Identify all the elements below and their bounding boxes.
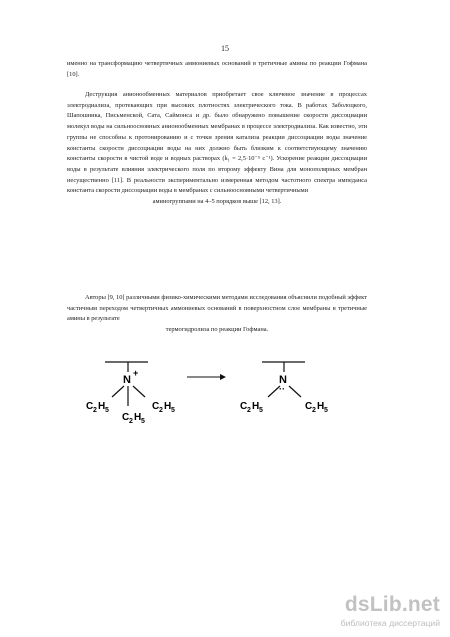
paragraph-1-text: именно на трансформацию четвертичных аммониевых оснований в третичные амины по реакции Гофмана [10].	[67, 60, 367, 78]
reactant-ethyl-left	[86, 401, 109, 414]
reactant-bond-left	[112, 386, 124, 397]
reactant-bond-right	[133, 386, 145, 397]
svg-text:H: H	[317, 401, 325, 412]
product-structure	[240, 362, 328, 414]
svg-text:C: C	[122, 412, 130, 423]
product-ethyl-left	[240, 401, 263, 414]
reactant-structure	[86, 362, 175, 425]
product-bond-right	[289, 386, 301, 397]
reactant-ethyl-bottom	[122, 412, 145, 425]
svg-text:H: H	[164, 401, 172, 412]
product-lone-pair: ··	[279, 384, 285, 394]
svg-text:5: 5	[105, 407, 109, 414]
reactant-ethyl-right	[152, 401, 175, 414]
svg-text:C: C	[305, 401, 313, 412]
page-number: 15	[221, 44, 229, 53]
watermark-logo-main: dsLib	[344, 593, 402, 616]
svg-text:5: 5	[259, 407, 263, 414]
product-nitrogen: N	[279, 374, 287, 386]
reaction-svg	[80, 348, 380, 438]
svg-text:H: H	[252, 401, 260, 412]
svg-text:5: 5	[324, 407, 328, 414]
dslib-watermark[interactable]	[335, 593, 440, 631]
arrow-head-icon	[220, 374, 226, 380]
paragraph-3-last-line: термогидролиза по реакции Гофмана.	[165, 326, 269, 334]
svg-text:2: 2	[93, 407, 97, 414]
svg-text:C: C	[86, 401, 94, 412]
svg-text:5: 5	[141, 418, 145, 425]
svg-text:2: 2	[159, 407, 163, 414]
hofmann-reaction-scheme	[80, 348, 380, 438]
svg-text:2: 2	[312, 407, 316, 414]
svg-text:H: H	[98, 401, 106, 412]
svg-text:2: 2	[247, 407, 251, 414]
product-ethyl-right	[305, 401, 328, 414]
reactant-nitrogen: N	[123, 374, 131, 386]
paragraph-3	[67, 293, 367, 336]
svg-text:C: C	[240, 401, 248, 412]
watermark-logo-tld: .net	[401, 593, 440, 616]
paragraph-2-last-line: аминогруппами на 4–5 порядков выше [12, 13].	[152, 198, 282, 206]
svg-text:C: C	[152, 401, 160, 412]
reaction-arrow	[187, 374, 226, 380]
svg-text:H: H	[134, 412, 142, 423]
watermark-subtitle: библиотека диссертаций	[340, 618, 440, 628]
watermark-logo	[345, 593, 440, 617]
svg-text:5: 5	[171, 407, 175, 414]
svg-text:2: 2	[129, 418, 133, 425]
reactant-charge: +	[133, 368, 139, 378]
paragraph-1	[67, 59, 367, 80]
paragraph-2-text: Деструкция анионообменных материалов приобретает свое ключевое значение в процессах электродиализа, протекающих при высоких плотностях электрического тока. В работах Заболоцкого, Шапошника, Письменской, Сата, Саймонса и др. было обнаружено повышение скорости диссоциации молекул воды на сильноосновных анионообменных мембранах в процессе электродиализа. Как известно, эти группы не способны к протонированию и с точки зрения катализа реакции диссоциации воды значение константы скорости диссоциации воды на них должно быть близким к соответствующему значению константы скорости в чистой воде и водных растворах (k₁ = 2,5·10⁻⁵ с⁻¹). Ускорение реакции диссоциации воды в результате влияния электрического поля по второму эффекту Вина для монополярных мембран несущественно [11]. В реальности экспериментально измеренная методом частотного спектра импеданса константа скорости диссоциации воды в мембранах с сильноосновными четвертичными	[67, 91, 367, 195]
paragraph-2	[67, 90, 367, 208]
paragraph-3-text: Авторы [9, 10] различными физико-химическими методами исследования объяснили подобный эффект частичным переходом четвертичных аммониевых оснований в поверхностном слое мембраны в третичные амины в результате	[67, 294, 367, 323]
